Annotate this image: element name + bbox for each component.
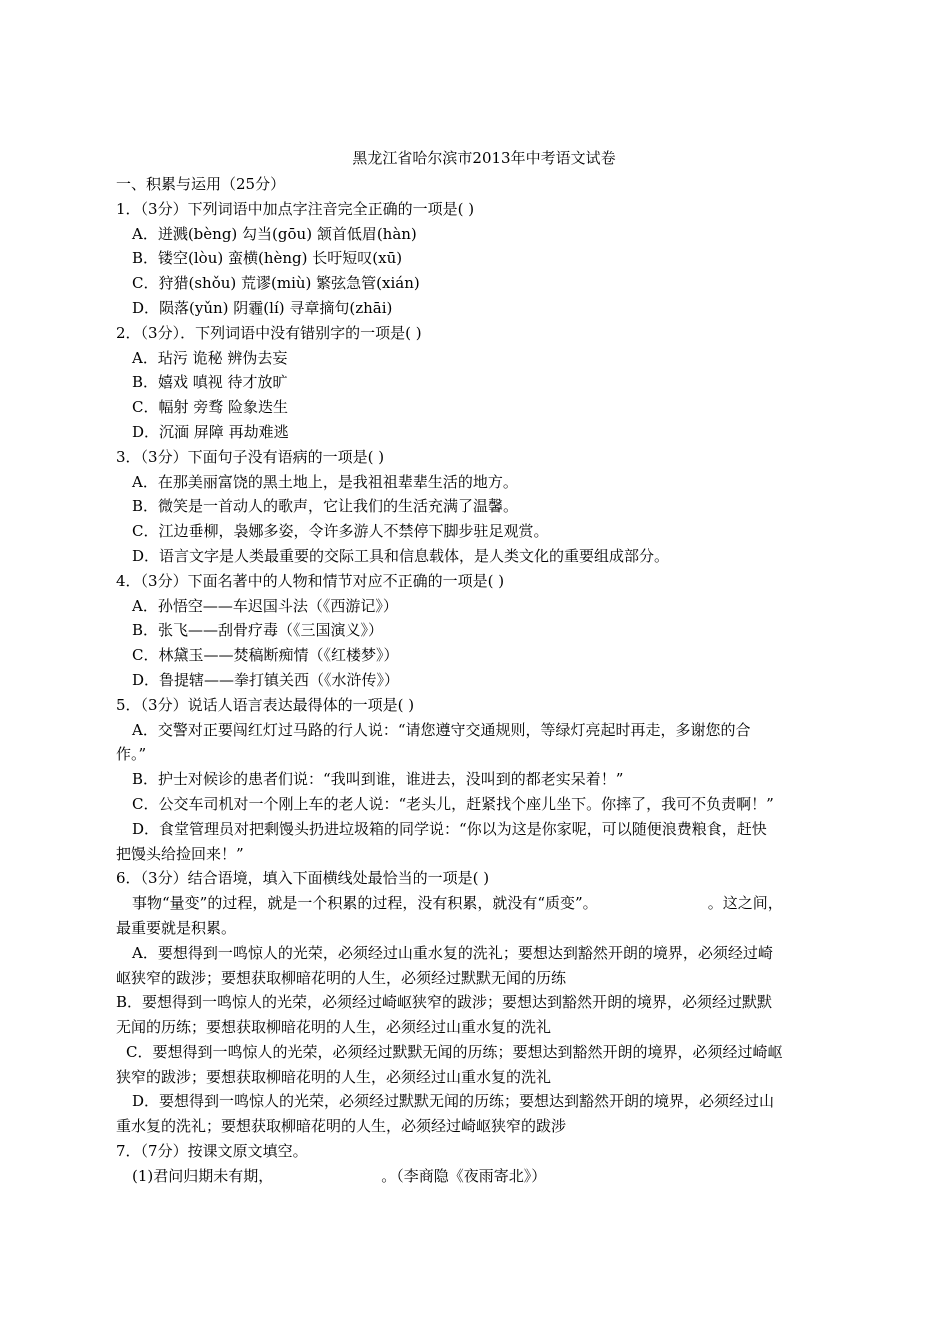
option-c-continued: 狭窄的跋涉；要想获取柳暗花明的人生，必须经过山重水复的洗礼 <box>116 1067 552 1086</box>
context-line-continued: 最重要就是积累。 <box>116 918 237 937</box>
option-d-continued: 把馒头给捡回来！” <box>116 844 244 863</box>
option-c: C．要想得到一鸣惊人的光荣，必须经过默默无闻的历练；要想达到豁然开朗的境界，必须经过崎岖 <box>126 1042 783 1061</box>
option-c: C．公交车司机对一个刚上车的老人说：“老头儿，赶紧找个座儿坐下。你摔了，我可不负责啊！” <box>132 794 774 813</box>
section-heading: 一、积累与运用（25分） <box>116 175 286 193</box>
question-stem: 2．（3分）．下列词语中没有错别字的一项是( ) <box>116 323 422 342</box>
option-d: D．要想得到一鸣惊人的光荣，必须经过默默无闻的历练；要想达到豁然开朗的境界，必须经过山 <box>132 1092 775 1111</box>
question-3 <box>116 445 844 569</box>
question-stem: 1．（3分）下列词语中加点字注音完全正确的一项是( ) <box>116 199 475 218</box>
question-stem: 7．（7分）按课文原文填空。 <box>116 1142 308 1161</box>
question-7 <box>116 1139 844 1189</box>
option-c: C．林黛玉——焚稿断痴情（《红楼梦》） <box>132 646 399 665</box>
option-d: D．食堂管理员对把剩馒头扔进垃圾箱的同学说：“你以为这是你家呢，可以随便浪费粮食，赶快 <box>132 819 767 838</box>
option-d-continued: 重水复的洗礼；要想获取柳暗花明的人生，必须经过崎岖狭窄的跋涉 <box>116 1117 567 1136</box>
option-d: D．沉湎 屏障 再劫难逃 <box>132 422 289 441</box>
question-4 <box>116 569 844 693</box>
context-line <box>116 891 844 916</box>
question-6 <box>116 866 844 1139</box>
option-a: A．孙悟空——车迟国斗法（《西游记》） <box>132 596 398 615</box>
option-a-continued: 作。” <box>116 745 147 764</box>
option-c: C．狩猎(shǒu) 荒谬(miù) 繁弦急管(xián) <box>132 274 420 293</box>
fill-item-source: 。（李商隐《夜雨寄北》） <box>381 1166 547 1185</box>
fill-item-1 <box>116 1164 844 1189</box>
option-a: A．迸溅(bèng) 勾当(gōu) 颔首低眉(hàn) <box>132 224 417 243</box>
option-c: C．江边垂柳，袅娜多姿，令许多游人不禁停下脚步驻足观赏。 <box>132 522 549 541</box>
option-b: B．镂空(lòu) 蛮横(hèng) 长吁短叹(xū) <box>132 249 403 268</box>
option-b: B．张飞——刮骨疗毒（《三国演义》） <box>132 621 384 640</box>
context-text-end: 。这之间， <box>707 894 783 913</box>
fill-item-text: (1)君问归期未有期， <box>132 1166 274 1185</box>
option-b: B．要想得到一鸣惊人的光荣，必须经过崎岖狭窄的跋涉；要想达到豁然开朗的境界，必须经过默默 <box>116 993 773 1012</box>
question-1 <box>116 197 844 321</box>
option-c: C．幅射 旁骛 险象迭生 <box>132 398 289 417</box>
question-stem: 3．（3分）下面句子没有语病的一项是( ) <box>116 447 385 466</box>
exam-page <box>116 146 844 1189</box>
option-a-continued: 岖狭窄的跋涉；要想获取柳暗花明的人生，必须经过默默无闻的历练 <box>116 968 567 987</box>
question-2 <box>116 321 844 445</box>
option-a: A．要想得到一鸣惊人的光荣，必须经过山重水复的洗礼；要想达到豁然开朗的境界，必须经过崎 <box>132 943 773 962</box>
context-text: 事物“量变”的过程，就是一个积累的过程，没有积累，就没有“质变”。 <box>132 894 598 913</box>
option-d: D．陨落(yǔn) 阴霾(lí) 寻章摘句(zhāi) <box>132 298 393 317</box>
option-a: A．交警对正要闯红灯过马路的行人说：“请您遵守交通规则，等绿灯亮起时再走，多谢您的合 <box>132 720 751 739</box>
question-5 <box>116 693 844 867</box>
option-a: A．在那美丽富饶的黑土地上，是我祖祖辈辈生活的地方。 <box>132 472 518 491</box>
page-title: 黑龙江省哈尔滨市2013年中考语文试卷 <box>352 149 616 167</box>
option-b: B．嬉戏 嗔视 待才放旷 <box>132 373 288 392</box>
option-b-continued: 无闻的历练；要想获取柳暗花明的人生，必须经过山重水复的洗礼 <box>116 1018 552 1037</box>
question-stem: 5．（3分）说话人语言表达最得体的一项是( ) <box>116 695 415 714</box>
option-a: A．玷污 诡秘 辨伪去妄 <box>132 348 288 367</box>
option-d: D．语言文字是人类最重要的交际工具和信息载体，是人类文化的重要组成部分。 <box>132 546 670 565</box>
option-b: B．护士对候诊的患者们说：“我叫到谁，谁进去，没叫到的都老实呆着！” <box>132 770 624 789</box>
option-d: D．鲁提辖——拳打镇关西（《水浒传》） <box>132 670 400 689</box>
option-b: B．微笑是一首动人的歌声，它让我们的生活充满了温馨。 <box>132 497 519 516</box>
question-stem: 6．（3分）结合语境，填入下面横线处最恰当的一项是( ) <box>116 869 490 888</box>
question-stem: 4．（3分）下面名著中的人物和情节对应不正确的一项是( ) <box>116 571 505 590</box>
